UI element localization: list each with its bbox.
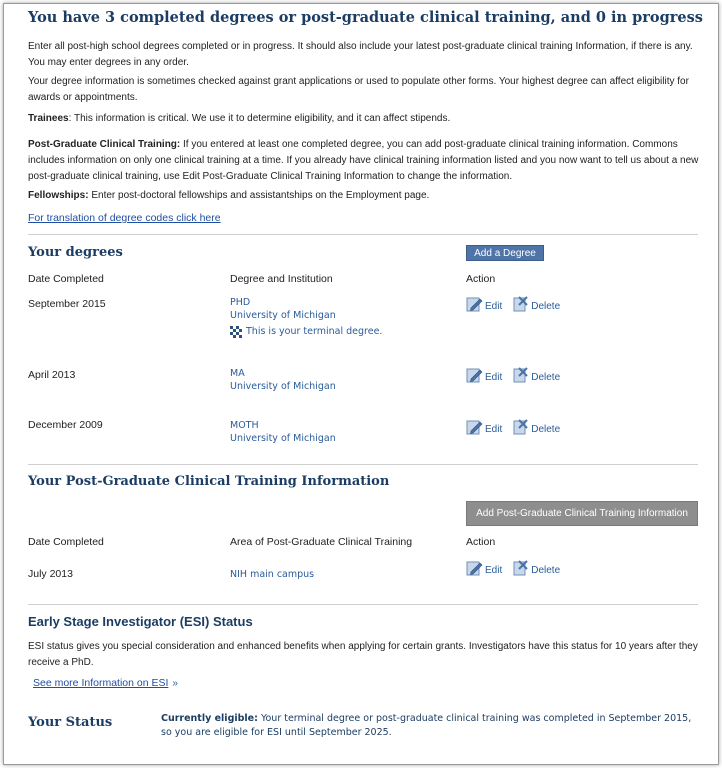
col-date-completed: Date Completed	[28, 273, 104, 285]
page-title: You have 3 completed degrees or post-graduate clinical training, and 0 in progress	[28, 9, 703, 26]
pencil-edit-icon	[466, 367, 483, 383]
degree-date: December 2009	[28, 419, 103, 431]
degree-name: PHD	[230, 297, 251, 308]
delete-label: Delete	[531, 424, 561, 435]
delete-label: Delete	[531, 301, 561, 312]
esi-more-info	[33, 677, 178, 689]
edit-button[interactable]	[466, 367, 502, 383]
clinical-training-label: Post-Graduate Clinical Training:	[28, 139, 181, 150]
row-actions	[466, 367, 570, 383]
delete-label: Delete	[531, 565, 561, 576]
edit-button[interactable]	[466, 419, 502, 435]
fellowships-text: Enter post-doctoral fellowships and assistantships on the Employment page.	[88, 190, 430, 201]
degree-institution: University of Michigan	[230, 310, 336, 321]
trainees-label: Trainees	[28, 113, 69, 124]
delete-button[interactable]	[512, 560, 560, 576]
trainees-text: : This information is critical. We use it to determine eligibility, and it can affect stipends.	[68, 113, 451, 124]
pencil-edit-icon	[466, 560, 483, 576]
esi-description: ESI status gives you special consideration and enhanced benefits when applying for certain grants. Investigators have this status for 10 years after they receive a PhD.	[28, 641, 698, 668]
clinical-section-title: Your Post-Graduate Clinical Training Information	[28, 474, 390, 489]
divider	[28, 604, 698, 605]
edit-label: Edit	[485, 372, 503, 383]
edit-label: Edit	[485, 424, 503, 435]
intro-paragraph-2: Your degree information is sometimes checked against grant applications or used to populate other forms. Your highest degree can affect eligibility for awards or appointments.	[28, 76, 689, 103]
esi-status-label: Currently eligible:	[161, 713, 258, 724]
page-frame	[3, 3, 719, 765]
col-date-completed: Date Completed	[28, 536, 104, 548]
degree-date: April 2013	[28, 369, 76, 381]
degree-name: MA	[230, 368, 245, 379]
col-degree-institution: Degree and Institution	[230, 273, 333, 285]
degrees-section-title: Your degrees	[28, 245, 123, 260]
intro-paragraph-1: Enter all post-high school degrees completed or in progress. It should also include your latest post-graduate clinical training Information, if there is any. You may enter degrees in any order.	[28, 41, 693, 68]
document-x-icon	[512, 296, 529, 312]
row-actions	[466, 296, 570, 312]
pencil-edit-icon	[466, 419, 483, 435]
col-action: Action	[466, 273, 496, 285]
document-x-icon	[512, 419, 529, 435]
col-clinical-area: Area of Post-Graduate Clinical Training	[230, 536, 413, 548]
divider	[28, 464, 698, 465]
intro-paragraph-trainees	[28, 111, 700, 127]
pencil-edit-icon	[466, 296, 483, 312]
row-actions	[466, 560, 570, 576]
checkered-flag-icon	[230, 326, 242, 338]
clinical-date: July 2013	[28, 568, 73, 580]
clinical-area: NIH main campus	[230, 569, 315, 580]
intro-paragraph-fellowships	[28, 188, 700, 204]
esi-status-detail: Your terminal degree or post-graduate clinical training was completed in September 2015, so you are eligible for ESI until September 2025.	[161, 713, 692, 738]
document-x-icon	[512, 367, 529, 383]
edit-button[interactable]	[466, 296, 502, 312]
clinical-training-text: If you entered at least one completed degree, you can add post-graduate clinical training information. Commons includes information on only one clinical training at a time. If you already have clinical training information listed and you now want to tell us about a new post-graduate clinical training, use Edit Post-Graduate Clinical Training Information to change the information.	[28, 139, 699, 182]
divider	[28, 234, 698, 235]
delete-button[interactable]	[512, 296, 560, 312]
delete-button[interactable]	[512, 419, 560, 435]
intro-paragraph-clinical	[28, 137, 700, 185]
esi-more-info-link[interactable]: See more Information on ESI	[33, 677, 169, 689]
edit-label: Edit	[485, 565, 503, 576]
edit-label: Edit	[485, 301, 503, 312]
terminal-degree-text: This is your terminal degree.	[246, 326, 383, 337]
esi-status-text	[161, 712, 701, 740]
delete-button[interactable]	[512, 367, 560, 383]
col-action: Action	[466, 536, 496, 548]
degree-institution: University of Michigan	[230, 381, 336, 392]
add-degree-button[interactable]: Add a Degree	[466, 245, 544, 261]
translation-codes-link[interactable]: For translation of degree codes click here	[28, 212, 221, 224]
delete-label: Delete	[531, 372, 561, 383]
row-actions	[466, 419, 570, 435]
fellowships-label: Fellowships:	[28, 190, 89, 201]
degree-name: MOTH	[230, 420, 259, 431]
add-clinical-training-button[interactable]: Add Post-Graduate Clinical Training Information	[466, 501, 698, 526]
degree-date: September 2015	[28, 298, 106, 310]
double-chevron-right-icon: »	[172, 677, 178, 689]
esi-section-title: Early Stage Investigator (ESI) Status	[28, 614, 253, 629]
your-status-title: Your Status	[28, 715, 113, 730]
degree-institution: University of Michigan	[230, 433, 336, 444]
terminal-degree-note	[230, 325, 382, 338]
document-x-icon	[512, 560, 529, 576]
edit-button[interactable]	[466, 560, 502, 576]
